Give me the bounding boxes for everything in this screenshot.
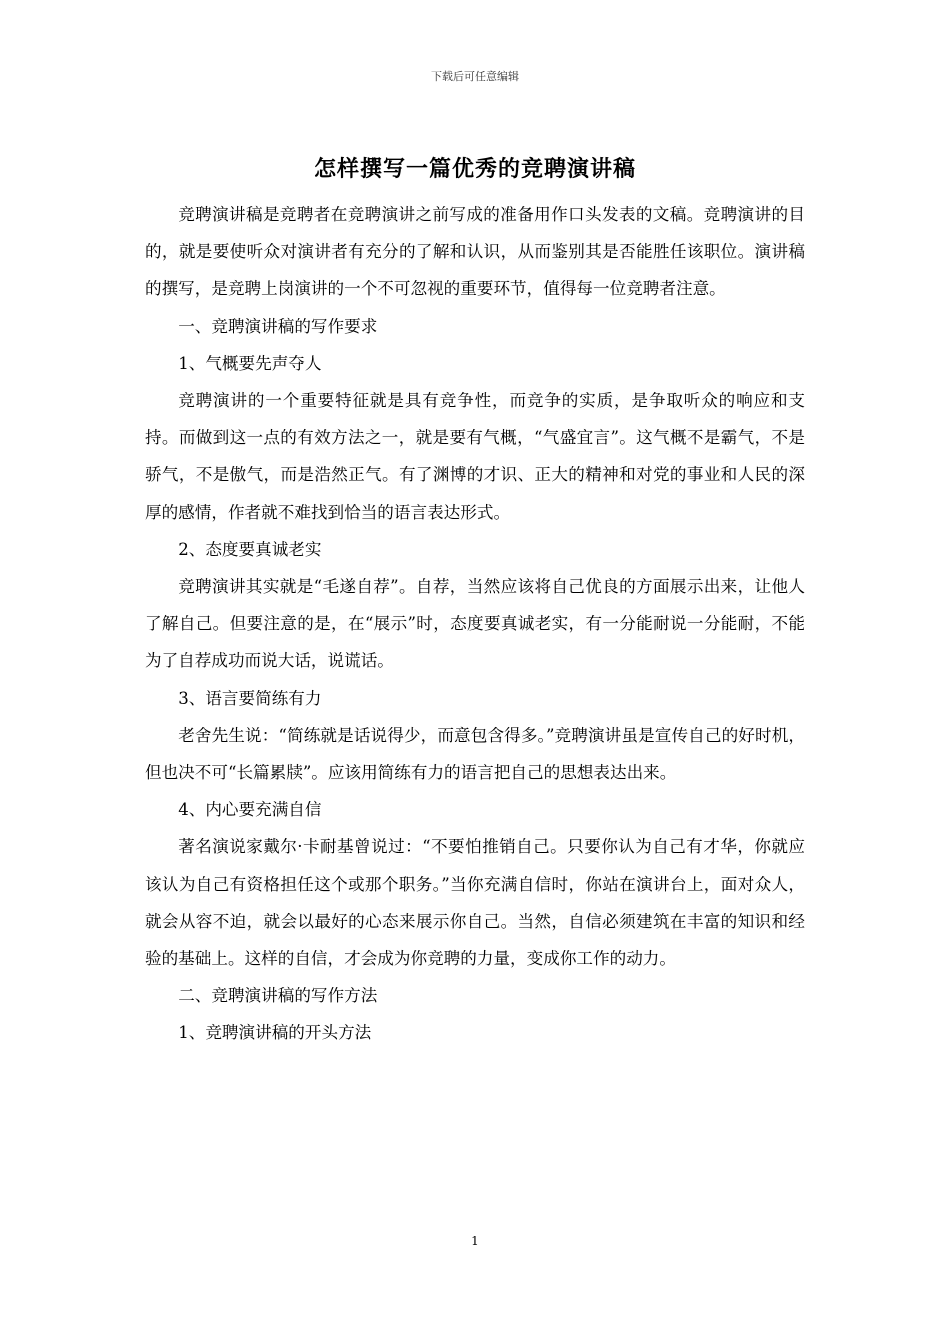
- document-body: [145, 196, 805, 1052]
- paragraph-1-4: 著名演说家戴尔·卡耐基曾说过：“不要怕推销自己。只要你认为自己有才华，你就应该认为自己有资格担任这个或那个职务。”当你充满自信时，你站在演讲台上，面对众人，就会从容不迫，就会以最好的心态来展示你自己。当然，自信必须建筑在丰富的知识和经验的基础上。这样的自信，才会成为你竞聘的力量，变成你工作的动力。: [145, 837, 805, 969]
- subheading-1-4: 4、内心要充满自信: [178, 800, 322, 820]
- subheading-2-1: 1、竞聘演讲稿的开头方法: [178, 1023, 372, 1043]
- subheading-1-3: 3、语言要简练有力: [178, 688, 322, 708]
- paragraph-intro: 竞聘演讲稿是竞聘者在竞聘演讲之前写成的准备用作口头发表的文稿。竞聘演讲的目的，就是要使听众对演讲者有充分的了解和认识，从而鉴别其是否能胜任该职位。演讲稿的撰写，是竞聘上岗演讲的一个不可忽视的重要环节，值得每一位竞聘者注意。: [145, 205, 805, 299]
- page-header: 下载后可任意编辑: [431, 70, 519, 83]
- section-heading-1: 一、竞聘演讲稿的写作要求: [178, 316, 378, 336]
- subheading-1-2: 2、态度要真诚老实: [178, 539, 322, 559]
- paragraph-1-1: 竞聘演讲的一个重要特征就是具有竞争性，而竞争的实质，是争取听众的响应和支持。而做到这一点的有效方法之一，就是要有气概，“气盛宜言”。这气概不是霸气，不是骄气，不是傲气，而是浩然正气。有了渊博的才识、正大的精神和对党的事业和人民的深厚的感情，作者就不难找到恰当的语言表达形式。: [145, 391, 805, 522]
- page-number: 1: [471, 1234, 479, 1248]
- paragraph-1-3: 老舍先生说：“简练就是话说得少，而意包含得多。”竞聘演讲虽是宣传自己的好时机，但也决不可“长篇累牍”。应该用简练有力的语言把自己的思想表达出来。: [145, 725, 805, 783]
- paragraph-1-2: 竞聘演讲其实就是“毛遂自荐”。自荐，当然应该将自己优良的方面展示出来，让他人了解自己。但要注意的是，在“展示”时，态度要真诚老实，有一分能耐说一分能耐，不能为了自荐成功而说大话，说谎话。: [145, 577, 805, 671]
- document-title: 怎样撰写一篇优秀的竞聘演讲稿: [313, 156, 636, 182]
- subheading-1-1: 1、气概要先声夺人: [178, 353, 322, 373]
- section-heading-2: 二、竞聘演讲稿的写作方法: [178, 986, 378, 1006]
